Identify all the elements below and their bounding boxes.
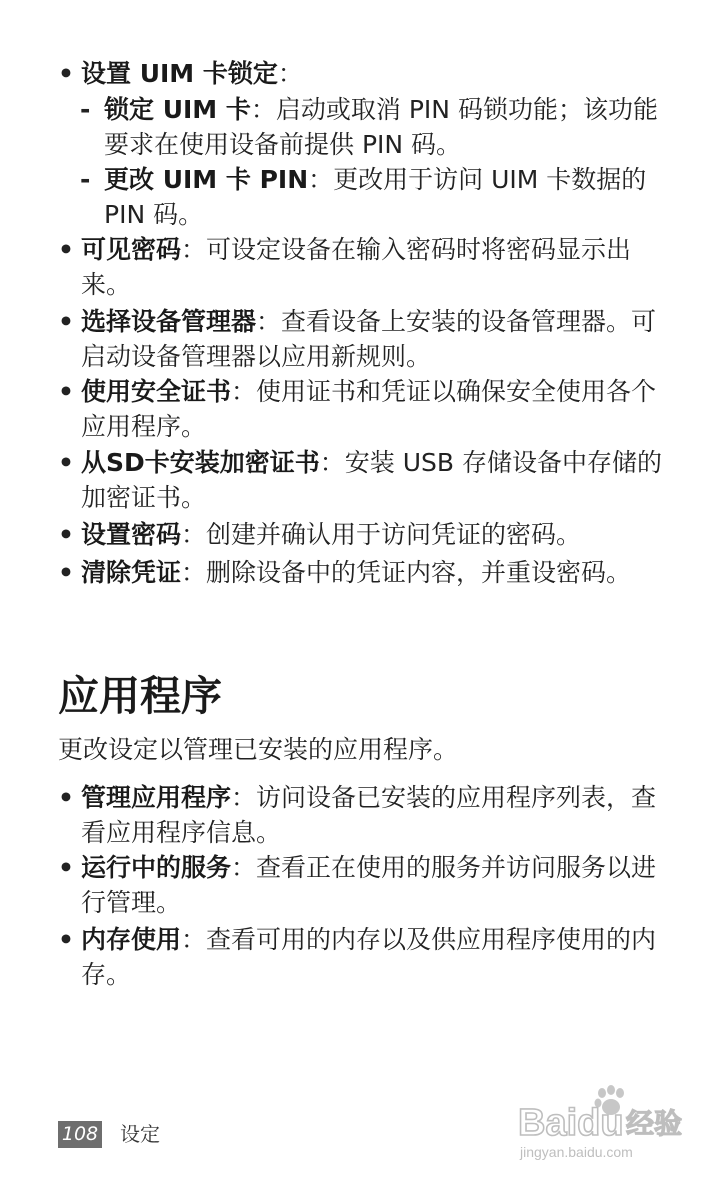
bullet: •: [58, 59, 74, 88]
item-desc: 删除设备中的凭证内容，并重设密码。: [206, 558, 632, 587]
list-item-install-cert: • 从SD卡安装加密证书：安装 USB 存储设备中存储的加密证书。: [58, 445, 678, 515]
item-term: 内存使用: [81, 925, 182, 954]
item-term: 更改 UIM 卡 PIN: [104, 165, 309, 194]
list-item-visible-password: • 可见密码：可设定设备在输入密码时将密码显示出来。: [58, 232, 678, 302]
dash: -: [80, 95, 91, 124]
list-item-manage-apps: • 管理应用程序：访问设备已安装的应用程序列表，查看应用程序信息。: [58, 780, 678, 850]
list-item-memory-usage: • 内存使用：查看可用的内存以及供应用程序使用的内存。: [58, 922, 678, 992]
item-desc: 访问设备已安装的应用程序列表，查看应用程序信息。: [81, 783, 657, 847]
section-intro: 更改设定以管理已安装的应用程序。: [58, 735, 459, 764]
item-term: 可见密码: [81, 235, 182, 264]
list-item-security-cert: • 使用安全证书：使用证书和凭证以确保安全使用各个应用程序。: [58, 374, 678, 444]
list-item-clear-credentials: • 清除凭证：删除设备中的凭证内容，并重设密码。: [58, 555, 678, 590]
baidu-watermark-logo: [514, 1083, 684, 1163]
sub-item-change-pin: - 更改 UIM 卡 PIN：更改用于访问 UIM 卡数据的 PIN 码。: [80, 162, 670, 232]
item-term: 从SD卡安装加密证书: [81, 448, 320, 477]
item-term: 设置 UIM 卡锁定: [81, 59, 278, 88]
item-term: 运行中的服务: [81, 853, 232, 882]
item-term: 锁定 UIM 卡: [104, 95, 251, 124]
bullet: •: [58, 925, 74, 954]
item-desc: 安装 USB 存储设备中存储的加密证书。: [81, 448, 662, 512]
bullet: •: [58, 783, 74, 812]
svg-text:Baidu: Baidu: [518, 1102, 624, 1144]
item-term: 选择设备管理器: [81, 307, 257, 336]
item-desc: 使用证书和凭证以确保安全使用各个应用程序。: [81, 377, 657, 441]
watermark-url: jingyan.baidu.com: [520, 1144, 633, 1160]
item-term: 管理应用程序: [81, 783, 232, 812]
item-term: 使用安全证书: [81, 377, 232, 406]
section-heading: 应用程序: [58, 672, 222, 720]
svg-text:经验: 经验: [626, 1107, 683, 1140]
list-item-set-password: • 设置密码：创建并确认用于访问凭证的密码。: [58, 517, 678, 552]
item-term: 设置密码: [81, 520, 182, 549]
item-desc: 可设定设备在输入密码时将密码显示出来。: [81, 235, 632, 299]
list-item-device-admin: • 选择设备管理器：查看设备上安装的设备管理器。可启动设备管理器以应用新规则。: [58, 304, 678, 374]
bullet: •: [58, 520, 74, 549]
item-desc: 启动或取消 PIN 码锁功能；该功能要求在使用设备前提供 PIN 码。: [104, 95, 658, 159]
footer-section-title: 设定: [120, 1122, 160, 1146]
dash: -: [80, 165, 91, 194]
item-desc: 创建并确认用于访问凭证的密码。: [206, 520, 582, 549]
item-desc: 查看正在使用的服务并访问服务以进行管理。: [81, 853, 657, 917]
bullet: •: [58, 307, 74, 336]
item-desc: 查看可用的内存以及供应用程序使用的内存。: [81, 925, 657, 989]
bullet: •: [58, 377, 74, 406]
list-item-uim-lock: • 设置 UIM 卡锁定：: [58, 56, 678, 91]
list-item-running-services: • 运行中的服务：查看正在使用的服务并访问服务以进行管理。: [58, 850, 678, 920]
item-desc: 更改用于访问 UIM 卡数据的 PIN 码。: [104, 165, 647, 229]
bullet: •: [58, 558, 74, 587]
item-term: 清除凭证: [81, 558, 182, 587]
page-number: 108: [58, 1121, 102, 1148]
sub-item-lock-uim: - 锁定 UIM 卡：启动或取消 PIN 码锁功能；该功能要求在使用设备前提供 PIN 码。: [80, 92, 670, 162]
bullet: •: [58, 853, 74, 882]
item-desc: 查看设备上安装的设备管理器。可启动设备管理器以应用新规则。: [81, 307, 657, 371]
bullet: •: [58, 448, 74, 477]
bullet: •: [58, 235, 74, 264]
